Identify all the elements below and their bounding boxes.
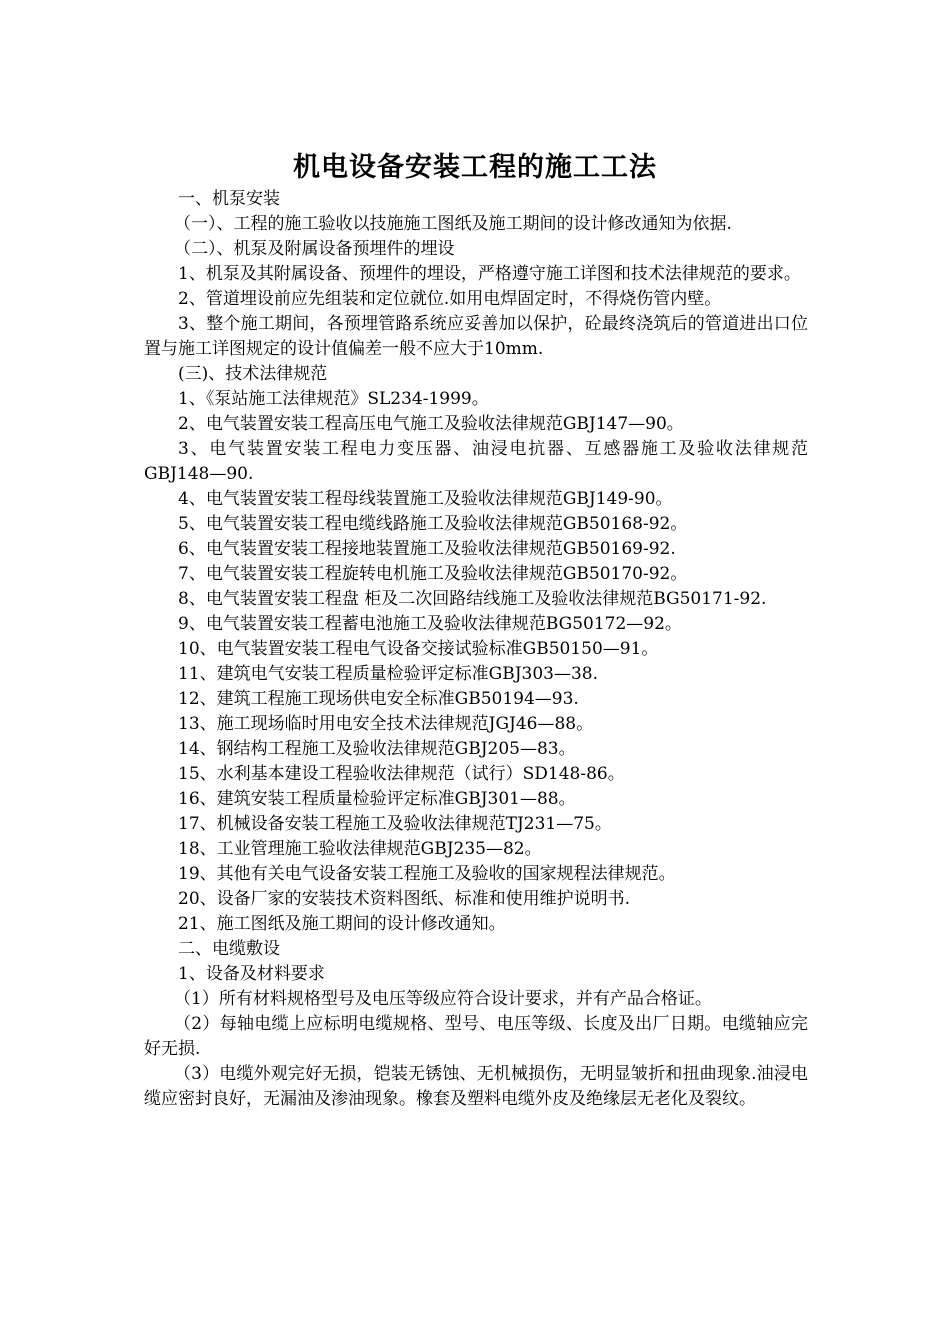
list-item: 4、电气装置安装工程母线装置施工及验收法律规范GBJ149-90。 (178, 489, 673, 509)
subsection-paragraph: （一）、工程的施工验收以技施施工图纸及施工期间的设计修改通知为依据. (174, 214, 732, 234)
list-item: 8、电气装置安装工程盘 柜及二次回路结线施工及验收法律规范BG50171-92. (178, 589, 767, 609)
list-item: 1、《泵站施工法律规范》SL234-1999。 (178, 389, 489, 409)
list-item: 13、施工现场临时用电安全技术法律规范JGJ46—88。 (178, 714, 594, 734)
paragraph: 2、管道埋设前应先组装和定位就位.如用电焊固定时，不得烧伤管内壁。 (178, 289, 722, 309)
list-item: （1）所有材料规格型号及电压等级应符合设计要求，并有产品合格证。 (174, 989, 712, 1009)
list-item: 19、其他有关电气设备安装工程施工及验收的国家规程法律规范。 (178, 864, 676, 884)
document-body (144, 187, 808, 1112)
list-item: 5、电气装置安装工程电缆线路施工及验收法律规范GB50168-92。 (178, 514, 688, 534)
paragraph: 1、机泵及其附属设备、预埋件的埋设，严格遵守施工详图和技术法律规范的要求。 (178, 264, 801, 284)
subsection-heading: 1、设备及材料要求 (178, 964, 325, 984)
list-item: （2）每轴电缆上应标明电缆规格、型号、电压等级、长度及出厂日期。电缆轴应完好无损. (144, 1014, 808, 1059)
list-item: 21、施工图纸及施工期间的设计修改通知。 (178, 914, 506, 934)
list-item: 7、电气装置安装工程旋转电机施工及验收法律规范GB50170-92。 (178, 564, 688, 584)
list-item: 3、电气装置安装工程电力变压器、油浸电抗器、互感器施工及验收法律规范GBJ148—90. (144, 439, 808, 484)
list-item: 9、电气装置安装工程蓄电池施工及验收法律规范BG50172—92。 (178, 614, 682, 634)
list-item: 12、建筑工程施工现场供电安全标准GB50194—93. (178, 689, 579, 709)
subsection-heading: （二）、机泵及附属设备预埋件的埋设 (174, 239, 455, 259)
list-item: 14、钢结构工程施工及验收法律规范GBJ205—83。 (178, 739, 576, 759)
list-item: 20、设备厂家的安装技术资料图纸、标准和使用维护说明书. (178, 889, 631, 909)
subsection-heading: (三)、技术法律规范 (178, 364, 328, 384)
document-title: 机电设备安装工程的施工工法 (293, 152, 657, 184)
list-item: 2、电气装置安装工程高压电气施工及验收法律规范GBJ147—90。 (178, 414, 684, 434)
list-item: 17、机械设备安装工程施工及验收法律规范TJ231—75。 (178, 814, 612, 834)
list-item: 18、工业管理施工验收法律规范GBJ235—82。 (178, 839, 542, 859)
list-item: （3）电缆外观完好无损，铠装无锈蚀、无机械损伤，无明显皱折和扭曲现象.油浸电缆应密封良好，无漏油及渗油现象。橡套及塑料电缆外皮及绝缘层无老化及裂纹。 (144, 1064, 808, 1109)
list-item: 11、建筑电气安装工程质量检验评定标准GBJ303—38. (178, 664, 599, 684)
list-item: 16、建筑安装工程质量检验评定标准GBJ301—88。 (178, 789, 576, 809)
section-heading: 一、机泵安装 (178, 189, 280, 209)
section-heading: 二、电缆敷设 (178, 939, 280, 959)
paragraph: 3、整个施工期间，各预埋管路系统应妥善加以保护，砼最终浇筑后的管道进出口位置与施工详图规定的设计值偏差一般不应大于10mm. (144, 314, 808, 359)
list-item: 10、电气装置安装工程电气设备交接试验标准GB50150—91。 (178, 639, 659, 659)
list-item: 6、电气装置安装工程接地装置施工及验收法律规范GB50169-92. (178, 539, 676, 559)
list-item: 15、水利基本建设工程验收法律规范（试行）SD148-86。 (178, 764, 625, 784)
